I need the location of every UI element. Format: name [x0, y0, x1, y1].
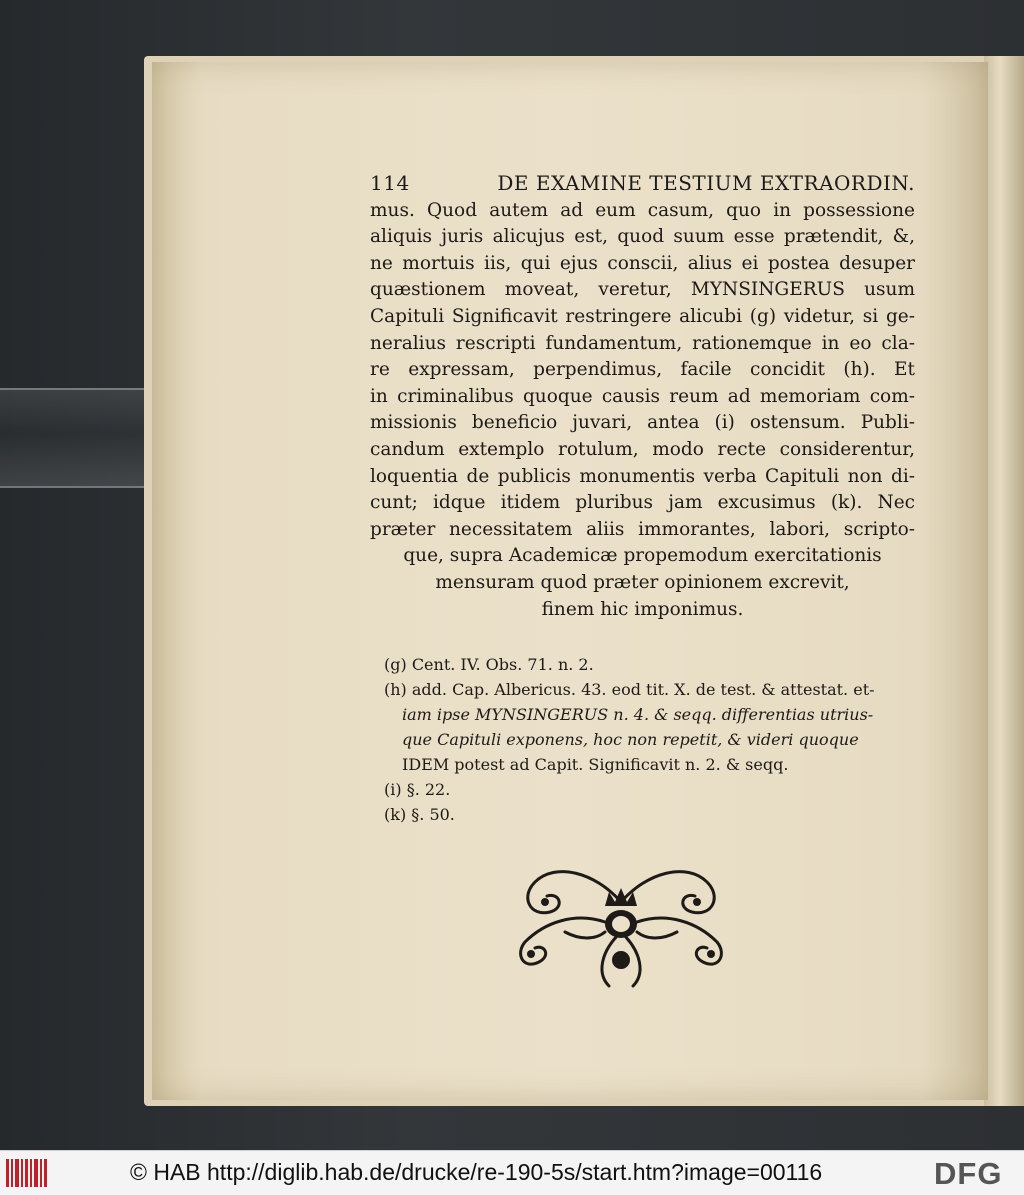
footnote-i: (i) §. 22.: [384, 780, 451, 799]
baroque-crown-vignette-icon: [505, 862, 737, 992]
page-number: 114: [370, 171, 410, 195]
body-line: re expressam, perpendimus, facile concidit (h). Et: [370, 359, 915, 381]
body-line: quæstionem moveat, veretur, MYNSINGERUS usum: [370, 279, 915, 301]
footnote-h: (h) add. Cap. Albericus. 43. eod tit. X. de test. & attestat. et-: [384, 680, 875, 699]
body-line: aliquis juris alicujus est, quod suum esse prætendit, &,: [370, 226, 915, 248]
body-line: mus. Quod autem ad eum casum, quo in possessione: [370, 199, 915, 221]
running-title: DE EXAMINE TESTIUM EXTRAORDIN.: [497, 171, 915, 195]
tail-line: finem hic imponimus.: [541, 598, 744, 620]
body-line: candum extemplo rotulum, modo recte considerentur,: [370, 438, 915, 460]
body-line: cunt; idque itidem pluribus jam excusimus (k). Nec: [370, 492, 915, 514]
printed-text-block: [370, 170, 915, 623]
footnote-g: (g) Cent. IV. Obs. 71. n. 2.: [384, 655, 594, 674]
tail-line: que, supra Academicæ propemodum exercitationis: [403, 545, 882, 567]
body-line: præter necessitatem aliis immorantes, labori, scripto-: [370, 518, 915, 540]
body-line: Capituli Significavit restringere alicubi (g) videtur, si ge-: [370, 305, 915, 327]
tail-line: mensuram quod præter opinionem excrevit,: [435, 571, 850, 593]
body-line: missionis beneficio juvari, antea (i) ostensum. Publi-: [370, 412, 915, 434]
barcode-icon: [6, 1159, 48, 1187]
page-edges: [984, 56, 1024, 1106]
footnote-h-cont: iam ipse MYNSINGERUS n. 4. & seqq. differentias utrius-: [402, 705, 874, 724]
footnote-k: (k) §. 50.: [384, 805, 455, 824]
footer-bar: [0, 1150, 1024, 1195]
running-head: [370, 170, 915, 197]
footnotes: [384, 652, 904, 827]
body-line: loquentia de publicis monumentis verba Capituli non di-: [370, 465, 915, 487]
body-line: in criminalibus quoque causis reum ad memoriam com-: [370, 385, 915, 407]
footnote-h-cont: IDEM potest ad Capit. Significavit n. 2. & seqq.: [402, 755, 789, 774]
body-line: ne mortuis iis, qui ejus conscii, alius ei postea desuper: [370, 252, 915, 274]
dfg-logo: DFG: [934, 1156, 1003, 1191]
copyright-link[interactable]: © HAB http://diglib.hab.de/drucke/re-190-5s/start.htm?image=00116: [130, 1159, 823, 1185]
body-line: neralius rescripti fundamentum, rationemque in eo cla-: [370, 332, 915, 354]
footnote-h-cont: que Capituli exponens, hoc non repetit, & videri quoque: [402, 730, 859, 749]
